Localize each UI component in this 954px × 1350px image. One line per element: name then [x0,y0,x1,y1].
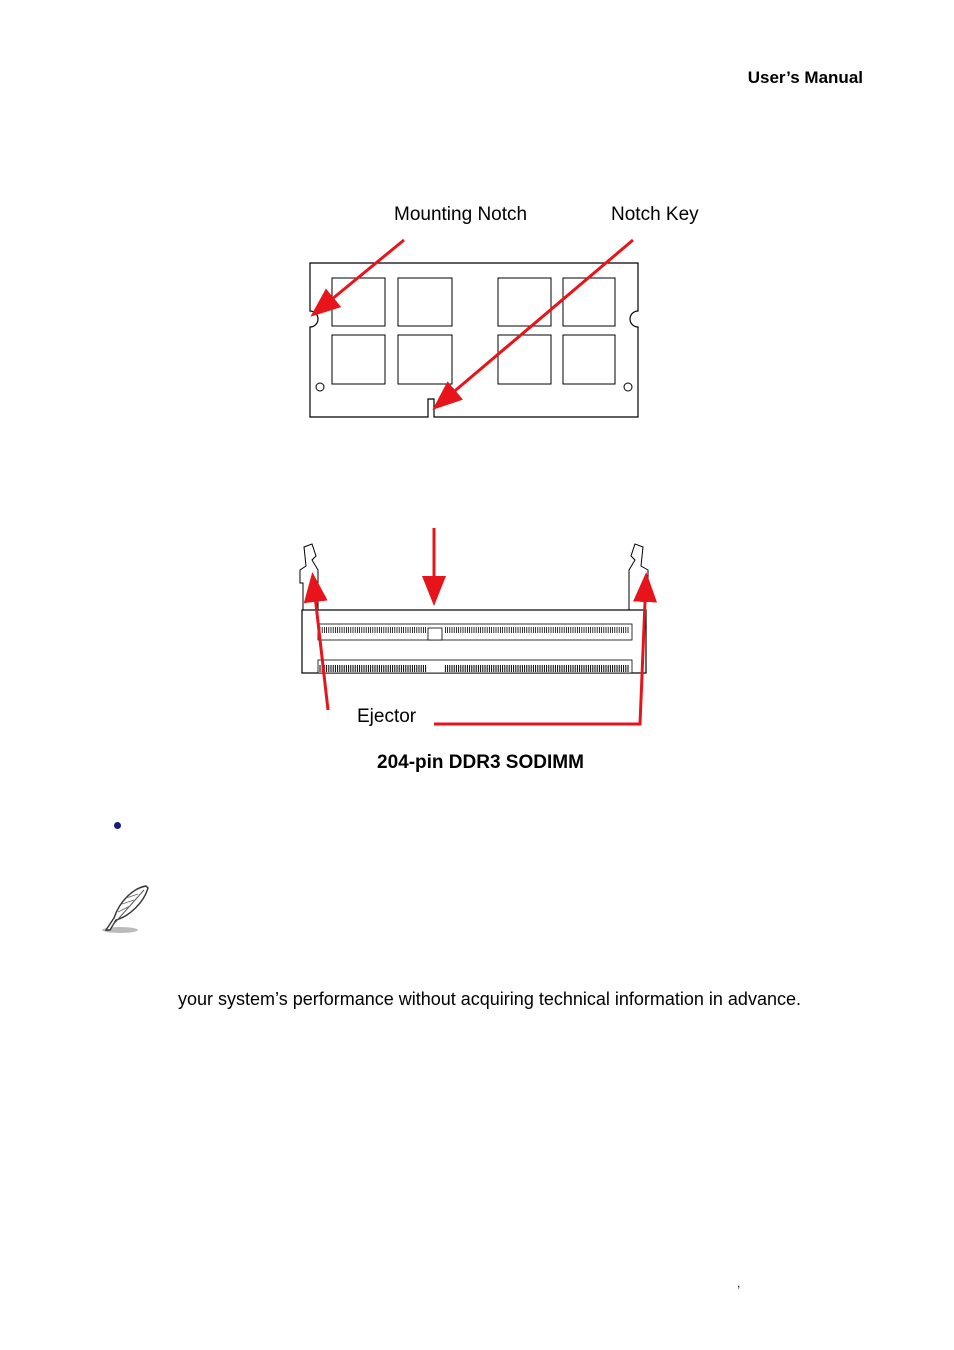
bullet-point [114,822,121,829]
label-mounting-notch: Mounting Notch [394,204,528,225]
figure-caption: 204-pin DDR3 SODIMM [377,752,584,773]
footer-mark: , [737,1276,741,1290]
feather-pen-icon [98,882,158,942]
note-text: your system’s performance without acquiring technical information in advance. [178,989,801,1009]
header-title: User’s Manual [747,68,863,87]
label-notch-key: Notch Key [611,204,699,225]
label-ejector: Ejector [357,706,417,727]
